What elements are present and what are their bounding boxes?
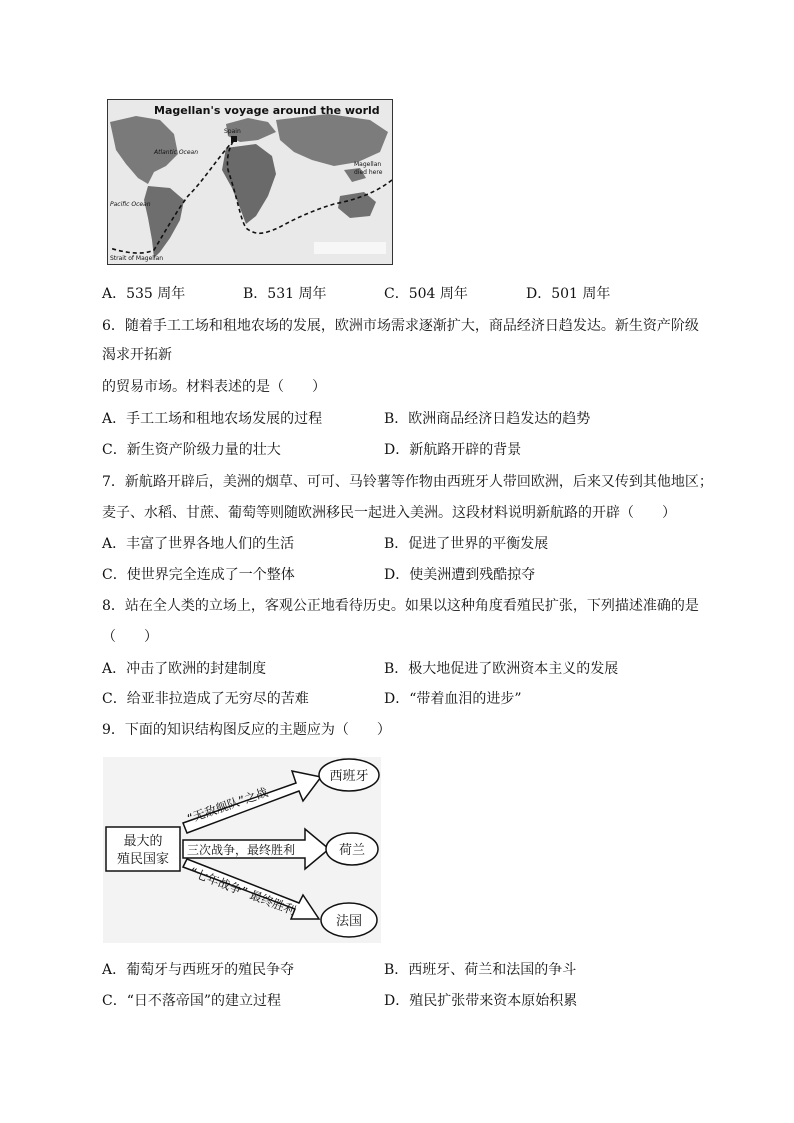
q7-option-a: A．丰富了世界各地人们的生活: [102, 536, 295, 552]
target-netherlands-label: 荷兰: [338, 843, 366, 858]
q9-option-c: C．“日不落帝国”的建立过程: [102, 993, 282, 1009]
colonial-power-box-line2: 殖民国家: [116, 852, 170, 867]
south-america-shape: [144, 186, 184, 258]
q9-stem: 9．下面的知识结构图反应的主题应为（ ）: [102, 722, 391, 738]
q8-option-c: C．给亚非拉造成了无穷尽的苦难: [102, 691, 309, 707]
q6-stem-line1: 6．随着手工工场和租地农场的发展，欧洲市场需求逐渐扩大，商品经济日趋发达。新生资产阶级: [102, 318, 699, 334]
q6-option-d: D．新航路开辟的背景: [384, 442, 522, 458]
map-label-spain: Spain: [224, 128, 241, 135]
australia-shape: [338, 192, 376, 218]
q5-option-a: A．535 周年: [102, 286, 186, 302]
q9-option-d: D．殖民扩张带来资本原始积累: [384, 993, 578, 1009]
q7-option-d: D．使美洲遭到残酷掠夺: [384, 567, 536, 583]
colonial-power-box-line1: 最大的: [123, 834, 163, 849]
q8-option-d: D．“带着血泪的进步”: [384, 691, 522, 707]
target-france-label: 法国: [335, 914, 363, 929]
q6-option-b: B．欧洲商品经济日趋发达的趋势: [384, 411, 591, 427]
q7-option-b: B．促进了世界的平衡发展: [384, 536, 549, 552]
q9-option-a: A．葡萄牙与西班牙的殖民争夺: [102, 962, 295, 978]
q5-option-b: B．531 周年: [243, 286, 327, 302]
q6-stem-line3: 的贸易市场。材料表述的是（ ）: [102, 379, 326, 395]
q9-option-b: B．西班牙、荷兰和法国的争斗: [384, 962, 577, 978]
q6-stem-line2: 渴求开拓新: [102, 347, 172, 363]
q7-stem-line2: 麦子、水稻、甘蔗、葡萄等则随欧洲移民一起进入美洲。这段材料说明新航路的开辟（ ）: [102, 505, 676, 521]
map-label-magellan: Magellan: [354, 161, 382, 168]
map-label-died-here: died here: [354, 169, 383, 176]
map-blank-patch: [314, 242, 386, 254]
arrow-armada-war-label: “无敌舰队”之战: [185, 785, 270, 826]
asia-shape: [276, 114, 388, 166]
arrow-three-wars-label: 三次战争，最终胜利: [187, 843, 296, 857]
target-spain-label: 西班牙: [329, 769, 369, 784]
q6-option-c: C．新生资产阶级力量的壮大: [102, 442, 281, 458]
spain-marker: [231, 136, 237, 142]
africa-shape: [222, 144, 276, 224]
q7-option-c: C．使世界完全连成了一个整体: [102, 567, 295, 583]
q8-option-a: A．冲击了欧洲的封建制度: [102, 661, 267, 677]
knowledge-structure-diagram: [103, 757, 381, 943]
q8-option-b: B．极大地促进了欧洲资本主义的发展: [384, 661, 619, 677]
map-label-pacific: Pacific Ocean: [110, 201, 151, 208]
q7-stem-line1: 7．新航路开辟后，美洲的烟草、可可、马铃薯等作物由西班牙人带回欧洲，后来又传到其他地区；: [102, 474, 713, 490]
q8-stem-line1: 8．站在全人类的立场上，客观公正地看待历史。如果以这种角度看殖民扩张，下列描述准确的是: [102, 598, 699, 614]
q8-stem-line2: （ ）: [102, 629, 158, 645]
q5-option-c: C．504 周年: [384, 286, 468, 302]
arrow-seven-years-war-label: “七年战争” 最终胜利: [187, 864, 298, 919]
map-title: Magellan's voyage around the world: [154, 104, 380, 117]
map-label-atlantic: Atlantic Ocean: [154, 149, 199, 156]
magellan-voyage-map: [107, 99, 393, 265]
q5-option-d: D．501 周年: [526, 286, 611, 302]
map-label-strait: Strait of Magellan: [110, 255, 164, 262]
q6-option-a: A．手工工场和租地农场发展的过程: [102, 411, 323, 427]
